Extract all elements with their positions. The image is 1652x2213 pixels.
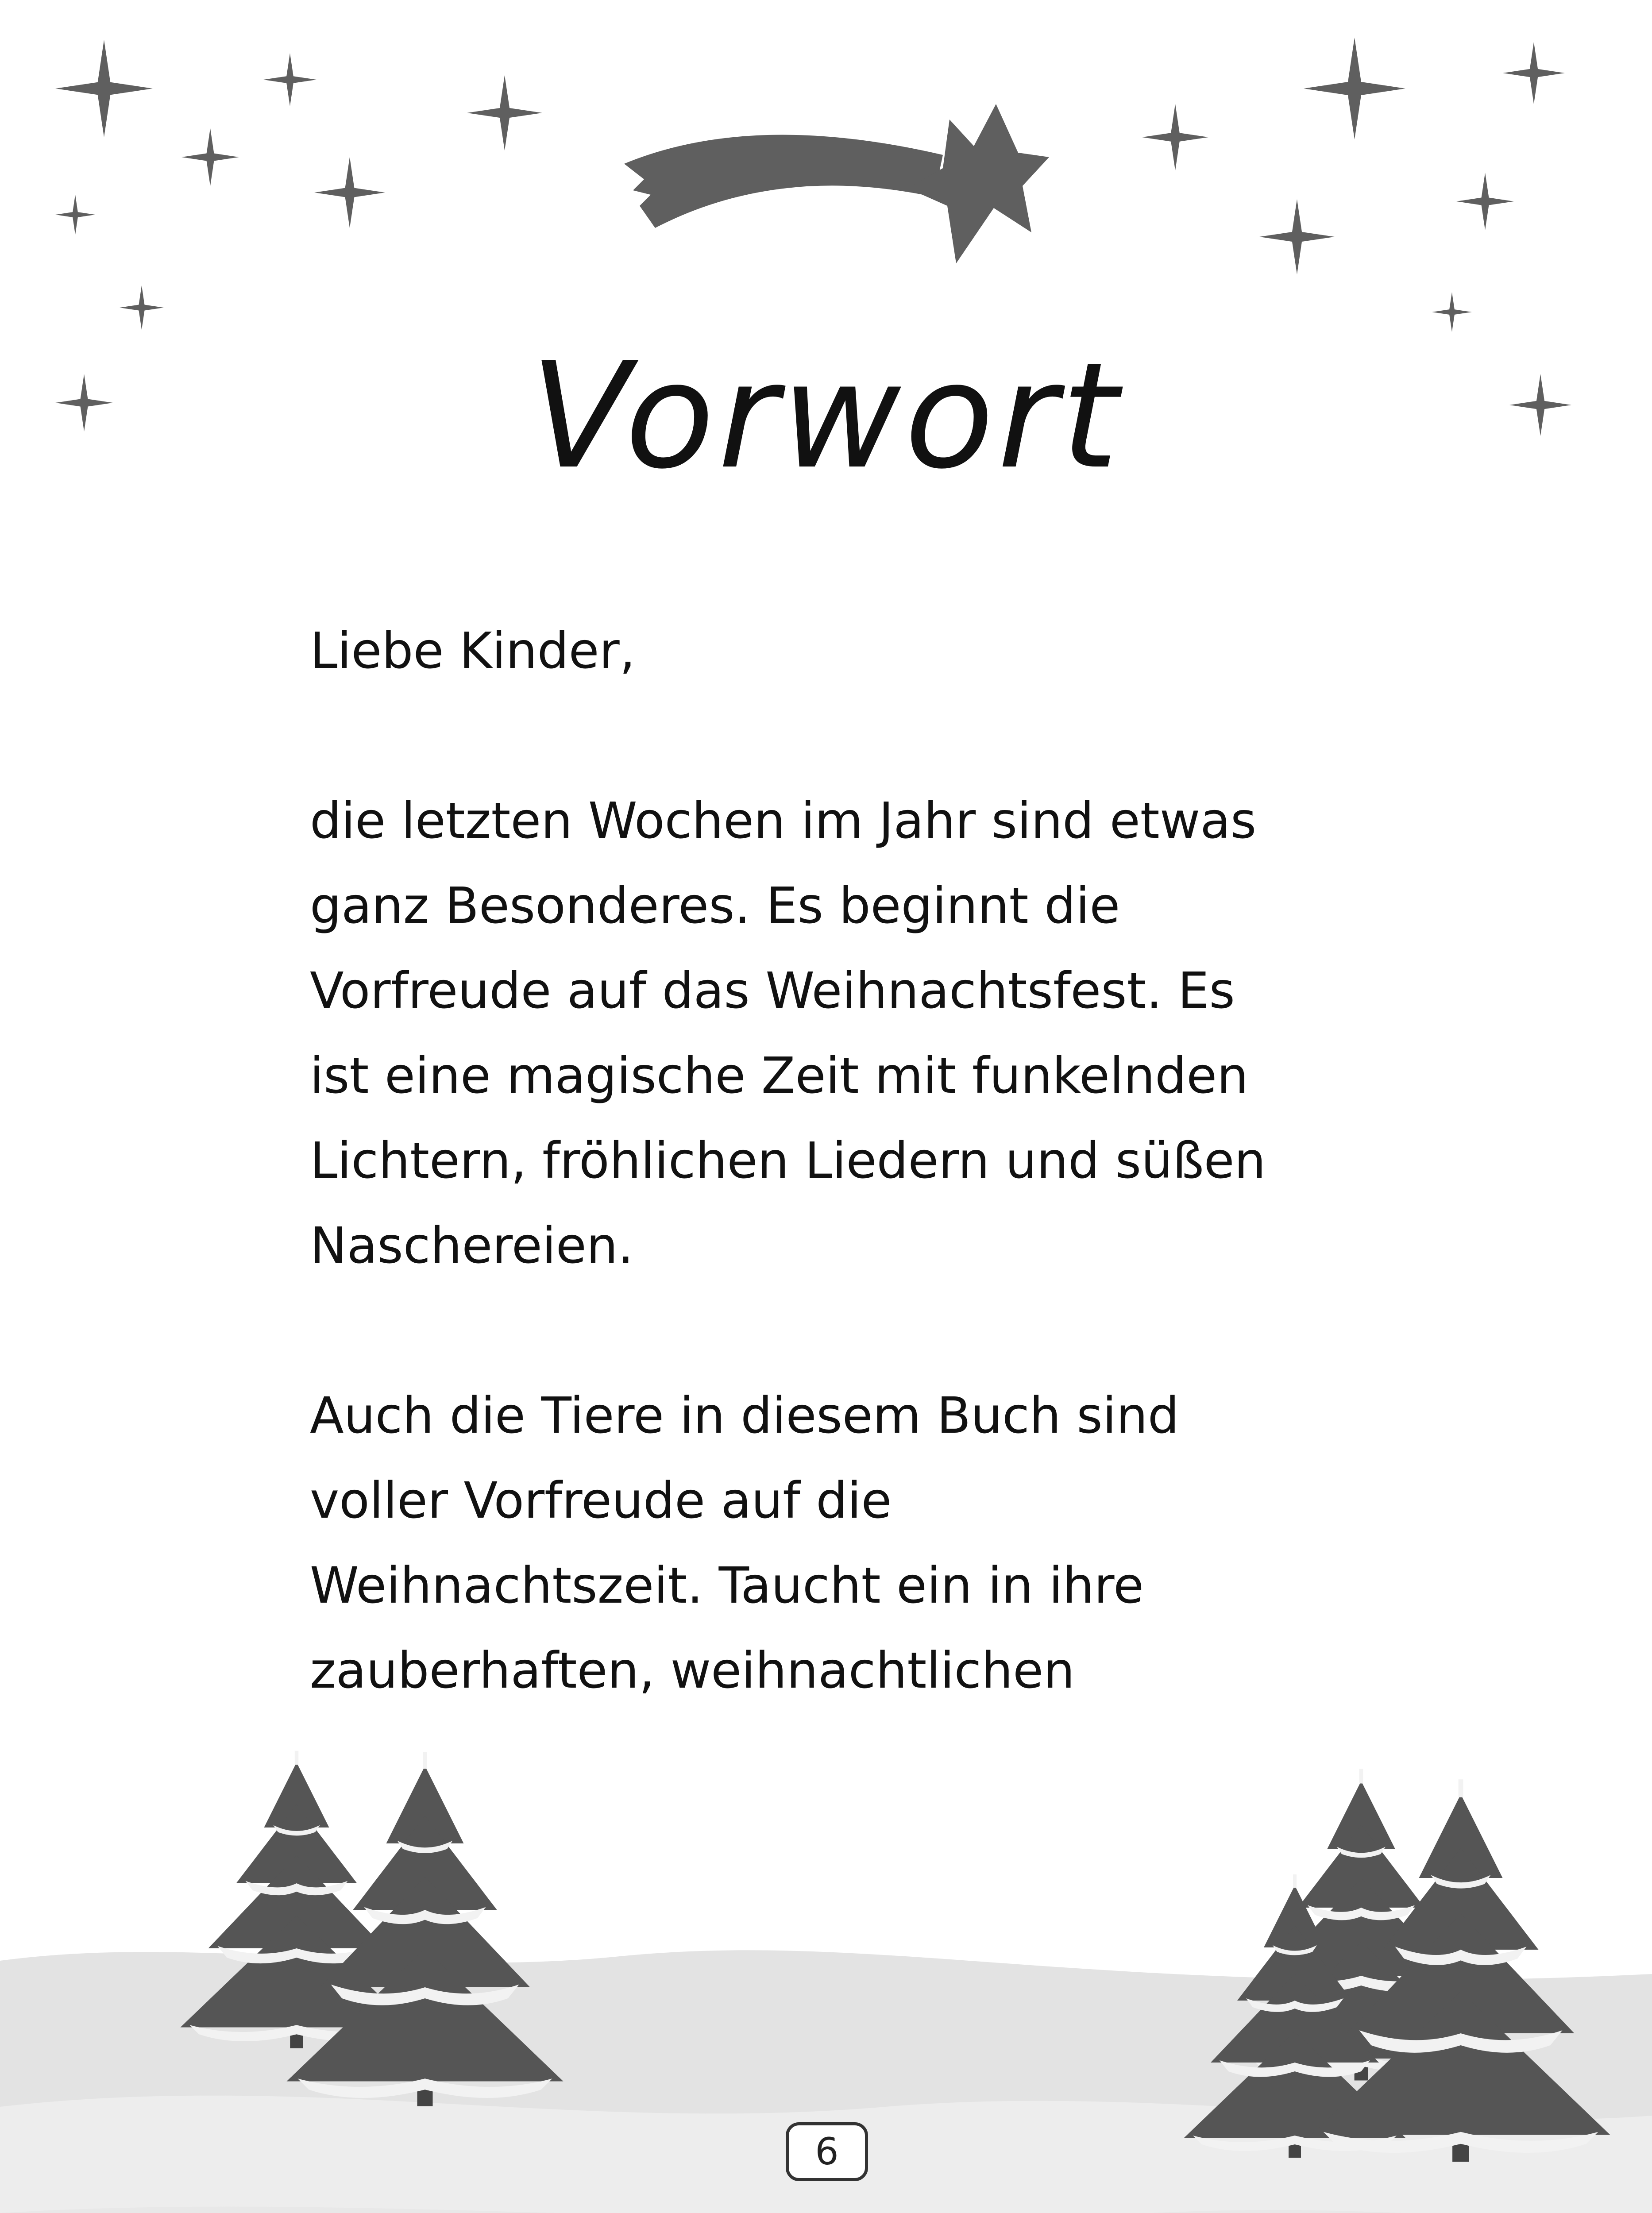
- text-line: ganz Besonderes. Es beginnt die: [310, 877, 1120, 935]
- paragraph-2: [310, 1373, 1372, 1713]
- star-icon: [1304, 38, 1405, 139]
- greeting: Liebe Kinder,: [310, 622, 636, 680]
- star-icon: [467, 75, 542, 150]
- page-number: 6: [786, 2122, 868, 2181]
- foreword-text: [310, 609, 1372, 1713]
- star-icon: [1142, 104, 1208, 170]
- text-line: die letzten Wochen im Jahr sind etwas: [310, 792, 1257, 850]
- text-line: Auch die Tiere in diesem Buch sind: [310, 1387, 1179, 1445]
- text-line: ist eine magische Zeit mit funkelnden: [310, 1047, 1249, 1105]
- star-icon: [120, 285, 164, 330]
- page-title: Vorwort: [530, 331, 1122, 501]
- star-icon: [55, 195, 95, 235]
- star-icon: [263, 53, 317, 106]
- text-line: voller Vorfreude auf die: [310, 1472, 892, 1530]
- text-line: Vorfreude auf das Weihnachtsfest. Es: [310, 962, 1235, 1020]
- star-icon: [181, 128, 239, 186]
- text-line: Naschereien.: [310, 1217, 634, 1275]
- text-line: Lichtern, fröhlichen Liedern und süßen: [310, 1132, 1266, 1190]
- text-line: Weihnachtszeit. Taucht ein in ihre: [310, 1557, 1144, 1615]
- shooting-star-icon: [624, 104, 1049, 263]
- star-icon: [1503, 42, 1565, 104]
- star-icon: [1456, 173, 1514, 230]
- star-icon: [1259, 199, 1335, 274]
- star-icon: [55, 40, 153, 137]
- star-icon: [314, 157, 385, 228]
- paragraph-1: [310, 779, 1372, 1288]
- text-line: zauberhaften, weihnachtlichen: [310, 1642, 1075, 1700]
- star-icon: [1432, 292, 1472, 332]
